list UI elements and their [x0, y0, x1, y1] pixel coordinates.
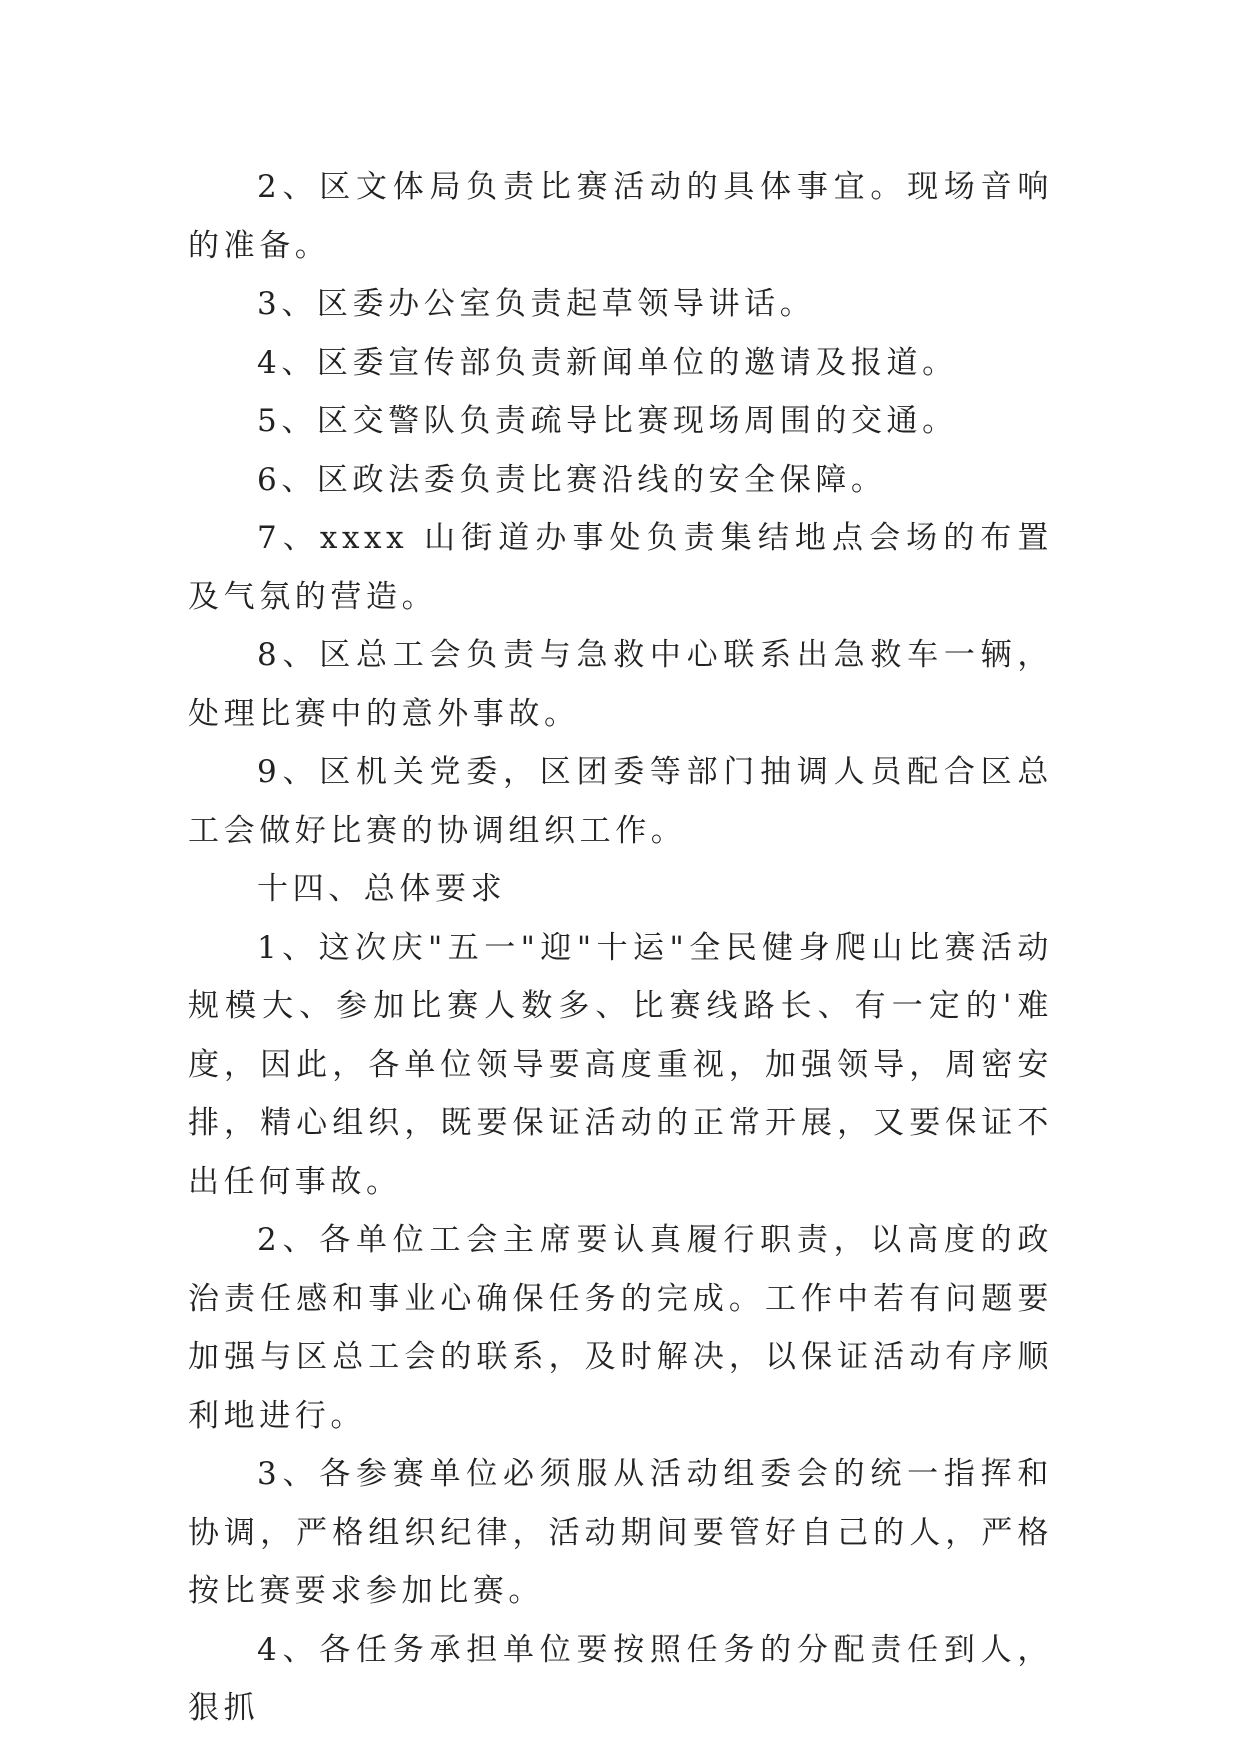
paragraph-duty-8: 8、区总工会负责与急救中心联系出急救车一辆，处理比赛中的意外事故。: [188, 637, 1053, 732]
paragraph-duty-2: 2、区文体局负责比赛活动的具体事宜。现场音响的准备。: [188, 169, 1053, 264]
paragraph-requirement-4: 4、各任务承担单位要按照任务的分配责任到人，狠抓: [188, 1631, 1053, 1726]
paragraph-duty-4: 4、区委宣传部负责新闻单位的邀请及报道。: [257, 344, 958, 381]
section-heading: 十四、总体要求: [257, 871, 507, 907]
paragraph-duty-3: 3、区委办公室负责起草领导讲话。: [257, 286, 816, 322]
paragraph-duty-5: 5、区交警队负责疏导比赛现场周围的交通。: [257, 403, 958, 439]
paragraph-requirement-3: 3、各参赛单位必须服从活动组委会的统一指挥和协调，严格组织纪律，活动期间要管好自己的人，严格按比赛要求参加比赛。: [188, 1456, 1053, 1609]
paragraph-duty-7: 7、xxxx 山街道办事处负责集结地点会场的布置及气氛的营造。: [188, 520, 1053, 615]
paragraph-requirement-2: 2、各单位工会主席要认真履行职责，以高度的政治责任感和事业心确保任务的完成。工作中若有问题要加强与区总工会的联系，及时解决，以保证活动有序顺利地进行。: [188, 1222, 1053, 1434]
paragraph-duty-9: 9、区机关党委，区团委等部门抽调人员配合区总工会做好比赛的协调组织工作。: [188, 754, 1053, 849]
document-body: [188, 158, 1053, 1738]
paragraph-requirement-1: 1、这次庆"五一"迎"十运"全民健身爬山比赛活动规模大、参加比赛人数多、比赛线路长、有一定的'难度，因此，各单位领导要高度重视，加强领导，周密安排，精心组织，既要保证活动的正常开展，又要保证不出任何事故。: [188, 929, 1053, 1200]
paragraph-duty-6: 6、区政法委负责比赛沿线的安全保障。: [257, 461, 887, 498]
